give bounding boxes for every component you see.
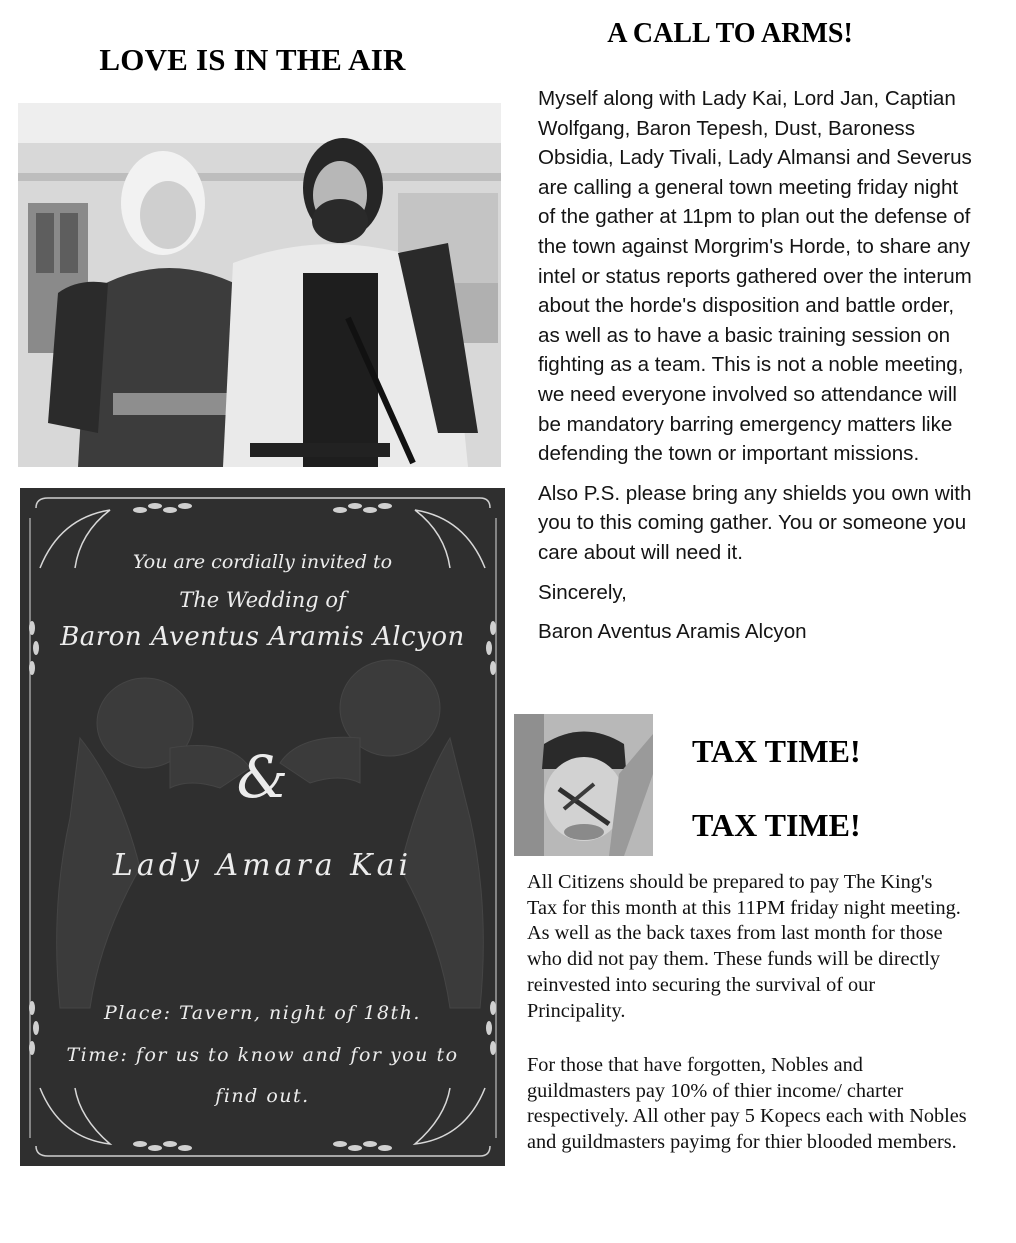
invitation-time: Time: for us to know and for you to bbox=[66, 1044, 459, 1066]
love-heading: LOVE IS IN THE AIR bbox=[99, 42, 406, 77]
wedding-invitation bbox=[20, 488, 505, 1166]
couple-photo bbox=[18, 103, 501, 467]
invitation-groom: Baron Aventus Aramis Alcyon bbox=[60, 622, 465, 652]
call-to-arms-paragraph: Myself along with Lady Kai, Lord Jan, Captian Wolfgang, Baron Tepesh, Dust, Baroness Obsidia, Lady Tivali, Lady Almansi and Severus are calling a general town meeting friday night of the gather at 11pm to plan out the defense of the town against Morgrim's Horde, to share any intel or status reports gathered over the interum about the horde's disposition and battle order, as well as to have a basic training session on fighting as a team. This is not a noble meeting, we need everyone involved so attendance will be mandatory barring emergency matters like defending the town or important missions. bbox=[538, 87, 972, 466]
invitation-time-continued: find out. bbox=[215, 1085, 310, 1107]
tax-paragraph-rates: For those that have forgotten, Nobles and guildmasters pay 10% of thier income/ charter respectively. All other pay 5 Kopecs each with Nobles and guildmasters payimg for thier blooded members. bbox=[527, 1054, 967, 1154]
tax-time-heading: TAX TIME! bbox=[692, 733, 861, 769]
invitation-intro: You are cordially invited to bbox=[132, 551, 393, 573]
call-to-arms-heading: A CALL TO ARMS! bbox=[607, 18, 853, 49]
couple-photo-illustration bbox=[18, 103, 501, 467]
invitation-event: The Wedding of bbox=[179, 588, 346, 612]
call-to-arms-body bbox=[538, 84, 978, 657]
invitation-place: Place: Tavern, night of 18th. bbox=[104, 1002, 421, 1024]
call-to-arms-closing: Sincerely, bbox=[538, 580, 627, 604]
call-to-arms-signature: Baron Aventus Aramis Alcyon bbox=[538, 620, 807, 644]
tax-collector-photo bbox=[514, 714, 653, 856]
tax-collector-illustration bbox=[514, 714, 653, 856]
tax-time-heading-repeat: TAX TIME! bbox=[692, 807, 861, 843]
call-to-arms-postscript: Also P.S. please bring any shields you own with you to this coming gather. You or someone you care about will need it. bbox=[538, 481, 972, 564]
invitation-ampersand: & bbox=[236, 743, 289, 811]
invitation-bride: Lady Amara Kai bbox=[112, 848, 413, 883]
tax-paragraph-citizens: All Citizens should be prepared to pay The King's Tax for this month at this 11PM friday night meeting. As well as the back taxes from last month for those who did not pay them. These funds will be directly reinvested into securing the survival of our Principality. bbox=[527, 871, 961, 1022]
